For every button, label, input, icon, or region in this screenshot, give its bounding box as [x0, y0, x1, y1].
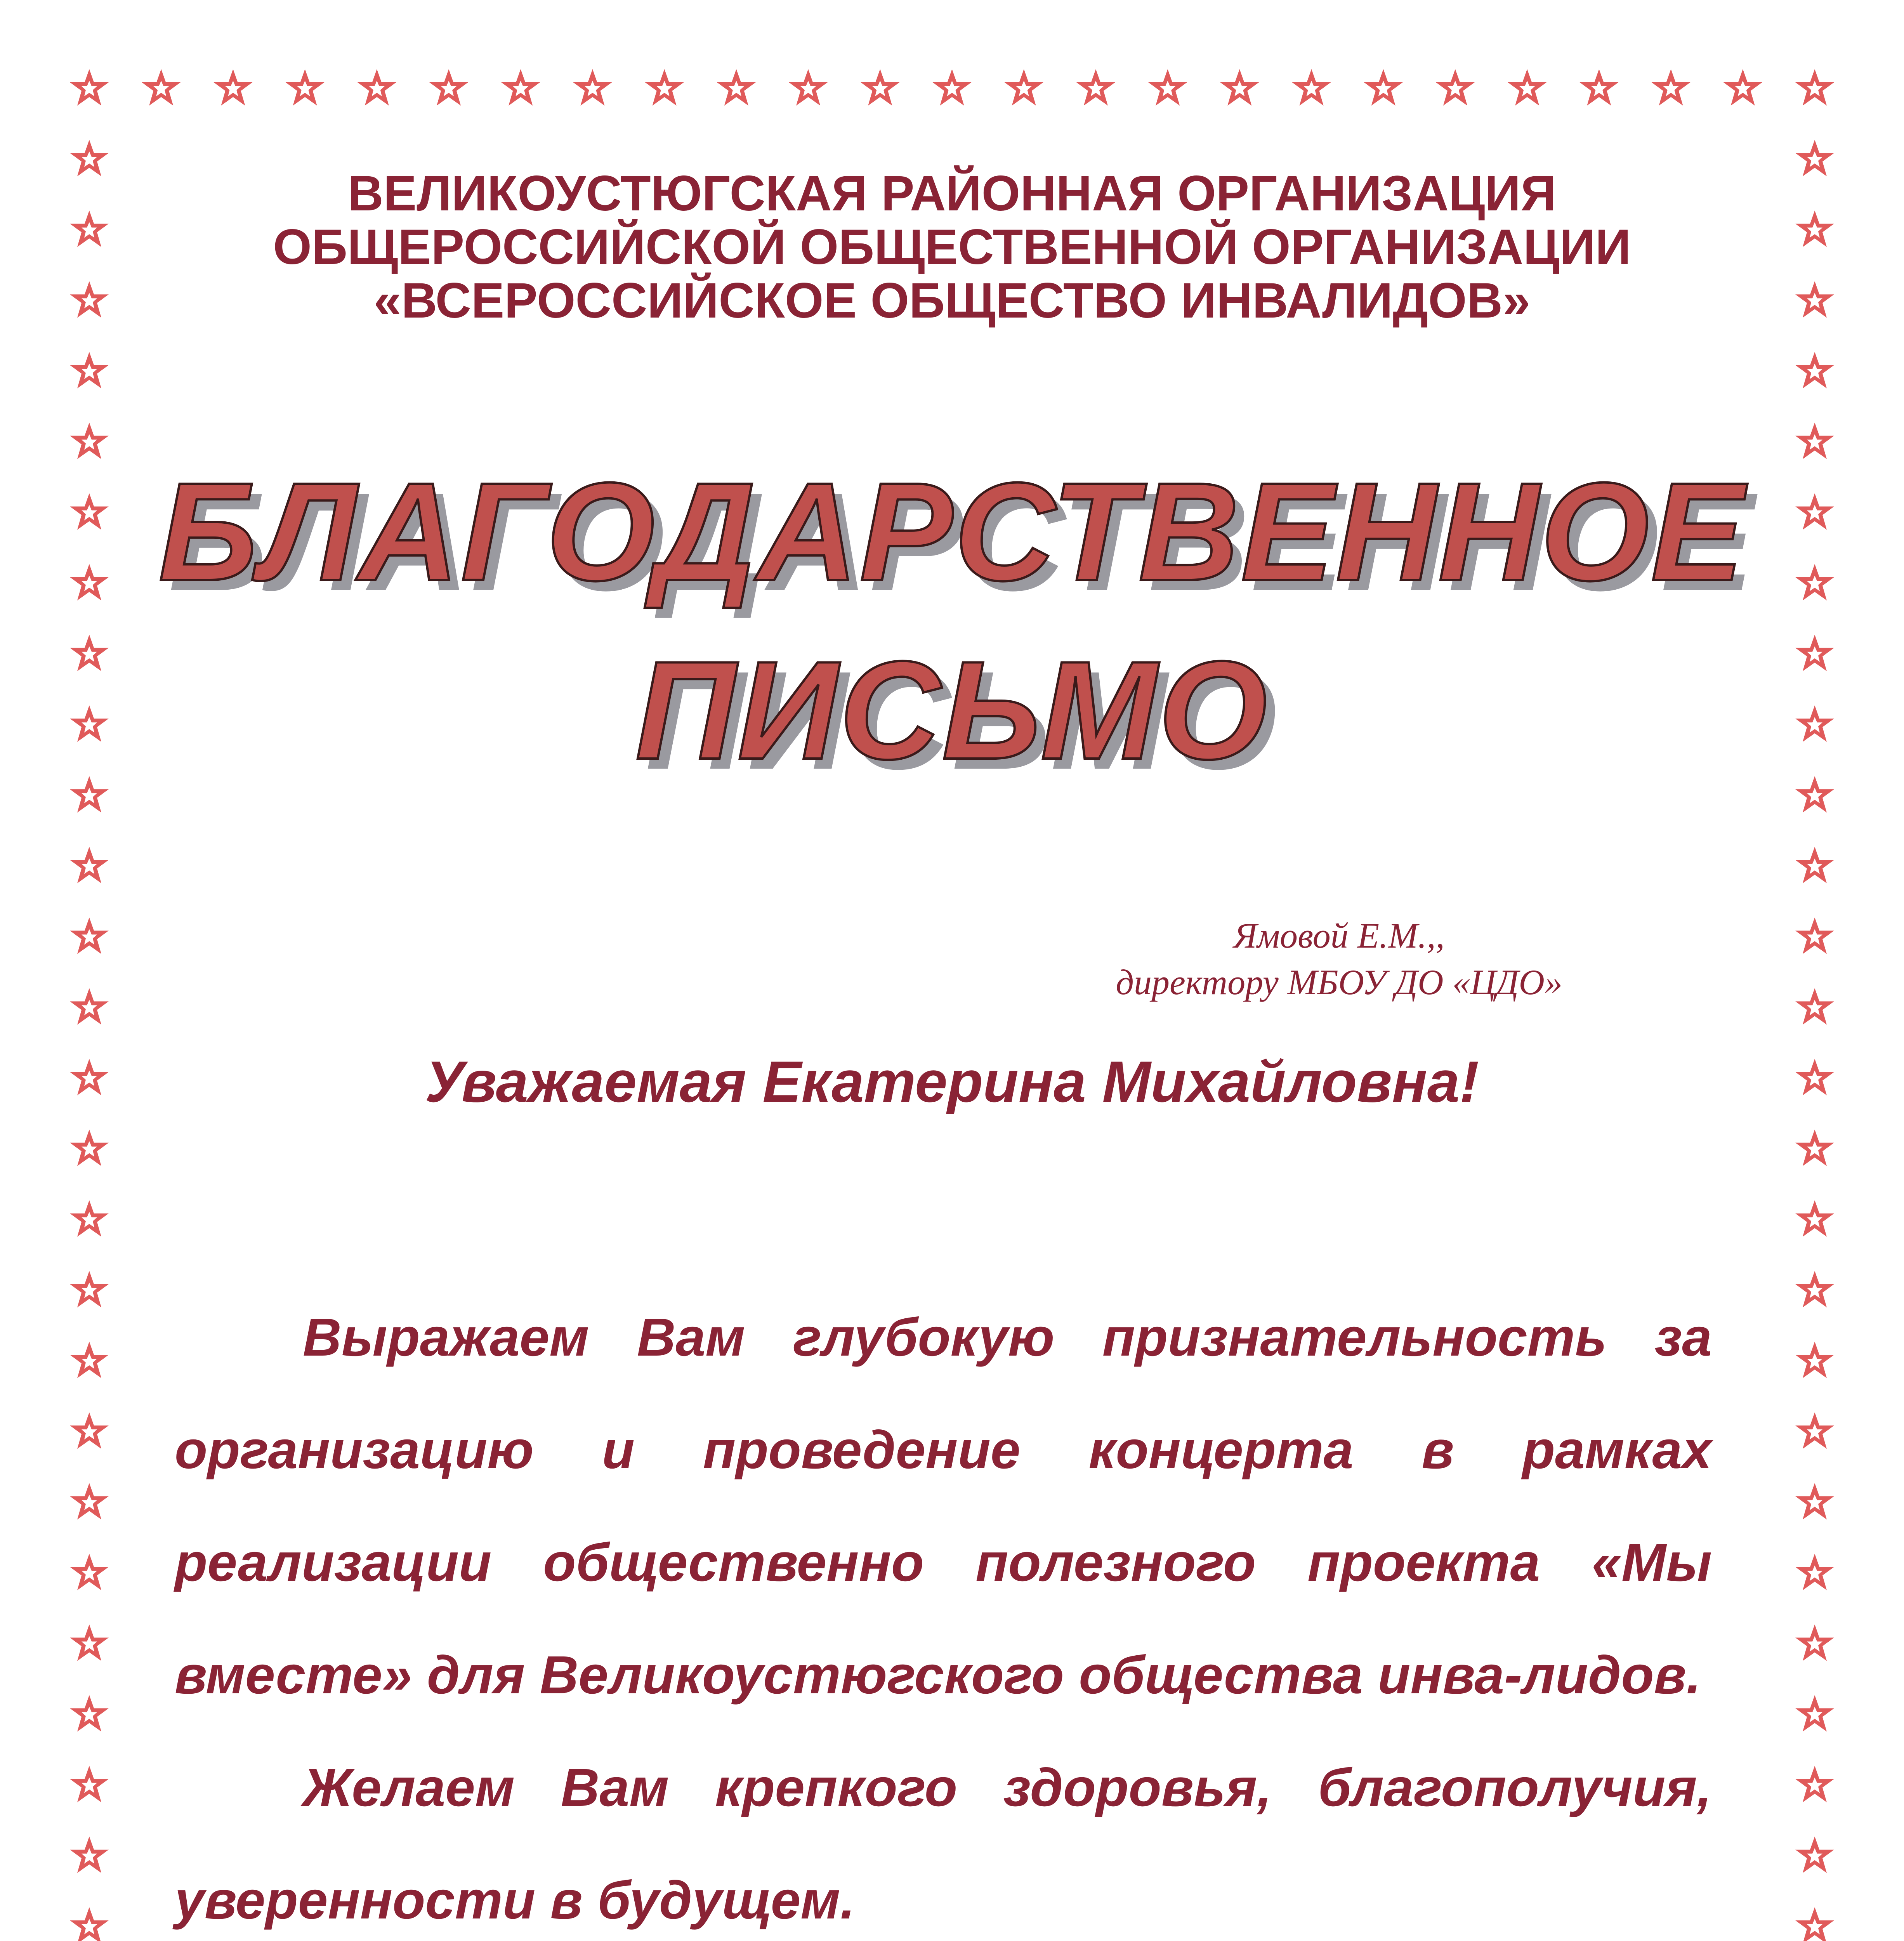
body-paragraph-1: Выражаем Вам глубокую признательность за организацию и проведение концерта в рамках реализации общественно полезного проекта «Мы вместе» для Великоустюгского общества инва-лидов. — [175, 1307, 1712, 1705]
star-ornament-icon — [1508, 69, 1546, 106]
star-ornament-icon — [1364, 69, 1403, 106]
star-ornament-icon — [573, 69, 612, 106]
organization-header — [0, 167, 1904, 328]
star-ornament-icon — [1795, 423, 1834, 459]
addressee-name: Ямовой Е.М.,, — [1233, 916, 1445, 955]
star-ornament-icon — [70, 69, 109, 106]
addressee-position: директору МБОУ ДО «ЦДО» — [1116, 962, 1562, 1002]
star-ornament-icon — [1723, 69, 1762, 106]
organization-line-3: «ВСЕРОССИЙСКОЕ ОБЩЕСТВО ИНВАЛИДОВ» — [373, 273, 1531, 328]
title-line-2: ПИСЬМО — [635, 632, 1269, 788]
star-ornament-icon — [1795, 917, 1834, 954]
star-ornament-icon — [1795, 1766, 1834, 1802]
star-ornament-icon — [70, 1483, 109, 1519]
star-ornament-icon — [1148, 69, 1187, 106]
star-ornament-icon — [70, 1271, 109, 1307]
letter-body — [175, 1281, 1712, 1941]
star-ornament-icon — [1005, 69, 1043, 106]
star-ornament-icon — [933, 69, 972, 106]
star-ornament-icon — [1579, 69, 1618, 106]
star-ornament-icon — [70, 1907, 109, 1941]
star-ornament-icon — [70, 988, 109, 1024]
star-ornament-icon — [501, 69, 540, 106]
star-ornament-icon — [1795, 1271, 1834, 1307]
star-ornament-icon — [789, 69, 828, 106]
star-ornament-icon — [70, 1200, 109, 1237]
star-ornament-icon — [1076, 69, 1115, 106]
star-ornament-icon — [70, 1766, 109, 1802]
star-ornament-icon — [70, 847, 109, 883]
star-ornament-icon — [1795, 1342, 1834, 1378]
star-ornament-icon — [1220, 69, 1259, 106]
star-ornament-icon — [70, 1837, 109, 1873]
star-ornament-icon — [1436, 69, 1475, 106]
greeting: Уважаемая Екатерина Михайловна! — [425, 1049, 1479, 1114]
star-ornament-icon — [70, 1554, 109, 1590]
star-ornament-icon — [1795, 1837, 1834, 1873]
star-ornament-icon — [1795, 988, 1834, 1024]
star-ornament-icon — [213, 69, 252, 106]
star-ornament-icon — [70, 1412, 109, 1449]
star-ornament-icon — [142, 69, 181, 106]
star-ornament-icon — [358, 69, 396, 106]
star-ornament-icon — [645, 69, 684, 106]
star-ornament-icon — [1795, 1695, 1834, 1732]
star-ornament-icon — [286, 69, 325, 106]
star-ornament-icon — [1795, 1200, 1834, 1237]
star-ornament-icon — [1795, 352, 1834, 388]
star-ornament-icon — [1795, 847, 1834, 883]
star-ornament-icon — [861, 69, 899, 106]
star-ornament-icon — [70, 423, 109, 459]
star-ornament-icon — [429, 69, 468, 106]
star-ornament-icon — [70, 1342, 109, 1378]
organization-line-2: ОБЩЕРОССИЙСКОЙ ОБЩЕСТВЕННОЙ ОРГАНИЗАЦИИ — [273, 219, 1631, 275]
star-ornament-icon — [70, 352, 109, 388]
star-ornament-icon — [1795, 1624, 1834, 1661]
star-ornament-icon — [1795, 69, 1834, 106]
star-ornament-icon — [1795, 1412, 1834, 1449]
star-ornament-icon — [70, 917, 109, 954]
star-ornament-icon — [717, 69, 756, 106]
star-ornament-icon — [1795, 1907, 1834, 1941]
star-ornament-icon — [70, 1624, 109, 1661]
star-ornament-icon — [1652, 69, 1691, 106]
addressee-block — [1116, 912, 1562, 1005]
star-ornament-icon — [70, 1695, 109, 1732]
organization-line-1: ВЕЛИКОУСТЮГСКАЯ РАЙОННАЯ ОРГАНИЗАЦИЯ — [347, 166, 1557, 221]
title-line-1: БЛАГОДАРСТВЕННОЕ — [158, 454, 1746, 610]
star-ornament-icon — [70, 1130, 109, 1166]
body-paragraph-2: Желаем Вам крепкого здоровья, благополучия, уверенности в будущем. — [175, 1758, 1712, 1930]
star-ornament-icon — [1795, 1130, 1834, 1166]
star-ornament-icon — [1795, 1483, 1834, 1519]
star-ornament-icon — [1795, 1554, 1834, 1590]
star-ornament-icon — [1292, 69, 1331, 106]
